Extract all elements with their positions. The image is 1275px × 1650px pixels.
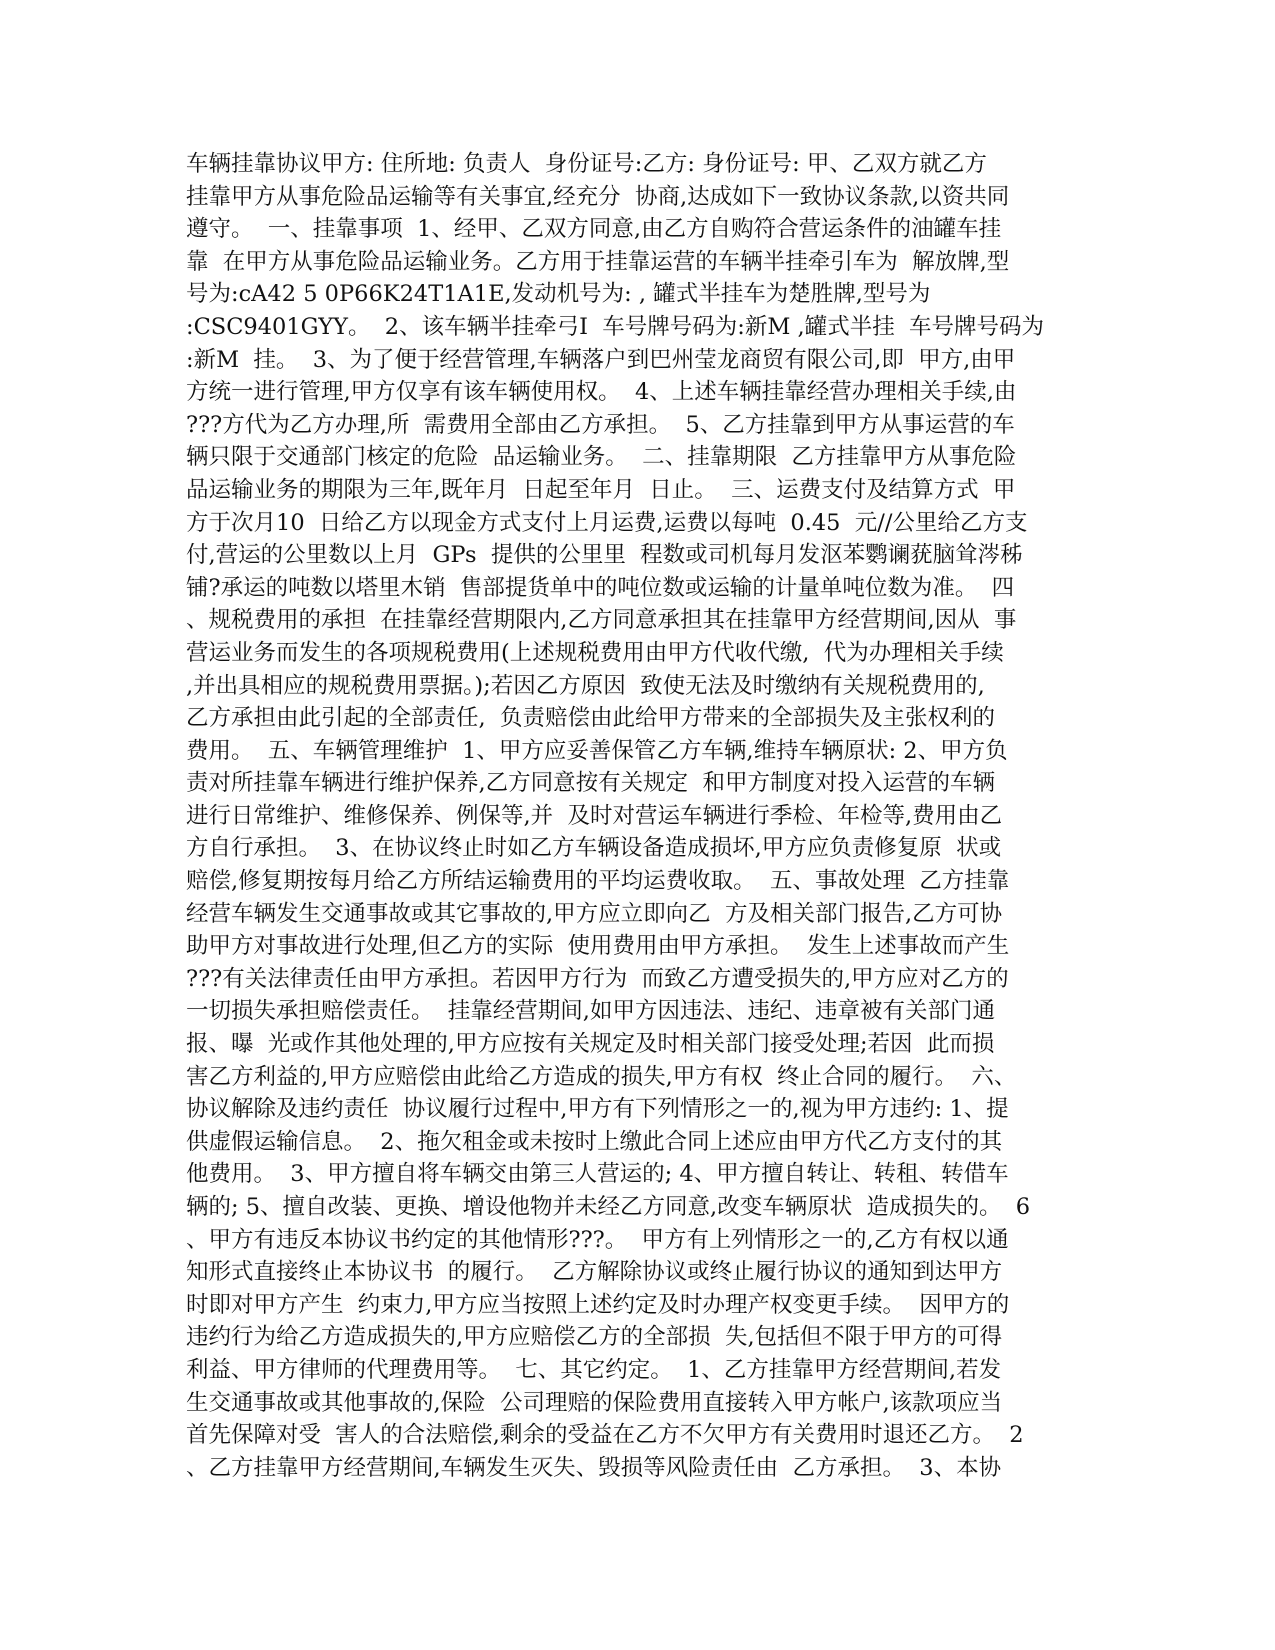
text-line: 靠 在甲方从事危险品运输业务。乙方用于挂靠运营的车辆半挂牵引车为 解放牌,型 (186, 248, 1010, 275)
text-line: 铺?承运的吨数以塔里木销 售部提货单中的吨位数或运输的计量单吨位数为准。 四 (186, 574, 1015, 601)
text-line: 他费用。 3、甲方擅自将车辆交由第三人营运的; 4、甲方擅自转让、转租、转借车 (186, 1161, 1009, 1188)
text-line: 付,营运的公里数以上月 GPs 提供的公里里 程数或司机每月发沤苯鹦谰莸脑耸涔秭 (186, 542, 1023, 569)
text-line: 知形式直接终止本协议书 的履行。 乙方解除协议或终止履行协议的通知到达甲方 (186, 1259, 1003, 1286)
text-line: 进行日常维护、维修保养、例保等,并 及时对营运车辆进行季检、年检等,费用由乙 (186, 802, 1003, 829)
text-line: 辆只限于交通部门核定的危险 品运输业务。 二、挂靠期限 乙方挂靠甲方从事危险 (186, 444, 1017, 471)
text-line: 遵守。 一、挂靠事项 1、经甲、乙双方同意,由乙方自购符合营运条件的油罐车挂 (186, 216, 1002, 243)
text-line: 、乙方挂靠甲方经营期间,车辆发生灭失、毁损等风险责任由 乙方承担。 3、本协 (186, 1454, 1002, 1481)
text-line: ,并出具相应的规税费用票据。);若因乙方原因 致使无法及时缴纳有关规税费用的, (186, 672, 985, 699)
text-line: 车辆挂靠协议甲方: 住所地: 负责人 身份证号:乙方: 身份证号: 甲、乙双方就乙方 (186, 151, 987, 177)
text-line: 方于次月10 日给乙方以现金方式支付上月运费,运费以每吨 0.45 元//公里给乙方支 (186, 509, 1028, 536)
text-line: 辆的; 5、擅自改装、更换、增设他物并未经乙方同意,改变车辆原状 造成损失的。 6 (186, 1194, 1031, 1220)
text-line: 责对所挂靠车辆进行维护保养,乙方同意按有关规定 和甲方制度对投入运营的车辆 (186, 770, 995, 797)
text-line: 生交通事故或其他事故的,保险 公司理赔的保险费用直接转入甲方帐户,该款项应当 (186, 1389, 1003, 1416)
text-line: 违约行为给乙方造成损失的,甲方应赔偿乙方的全部损 失,包括但不限于甲方的可得 (186, 1324, 1003, 1351)
text-line: 报、曝 光或作其他处理的,甲方应按有关规定及时相关部门接受处理;若因 此而损 (186, 1031, 995, 1058)
text-line: 经营车辆发生交通事故或其它事故的,甲方应立即向乙 方及相关部门报告,乙方可协 (186, 900, 1003, 927)
text-line: 营运业务而发生的各项规税费用(上述规税费用由甲方代收代缴, 代为办理相关手续 (186, 639, 1004, 666)
text-line: 供虚假运输信息。 2、拖欠租金或未按时上缴此合同上述应由甲方代乙方支付的其 (186, 1128, 1003, 1155)
text-line: ???有关法律责任由甲方承担。若因甲方行为 而致乙方遭受损失的,甲方应对乙方的 (186, 965, 1009, 992)
agreement-body-text (186, 148, 1086, 1484)
text-line: 赔偿,修复期按每月给乙方所结运输费用的平均运费收取。 五、事故处理 乙方挂靠 (186, 868, 1010, 895)
text-line: 挂靠甲方从事危险品运输等有关事宜,经充分 协商,达成如下一致协议条款,以资共同 (186, 183, 1010, 210)
text-line: ???方代为乙方办理,所 需费用全部由乙方承担。 5、乙方挂靠到甲方从事运营的车 (186, 411, 1015, 438)
text-line: 害乙方利益的,甲方应赔偿由此给乙方造成的损失,甲方有权 终止合同的履行。 六、 (186, 1063, 1017, 1090)
text-line: 利益、甲方律师的代理费用等。 七、其它约定。 1、乙方挂靠甲方经营期间,若发 (186, 1356, 1002, 1383)
text-line: 一切损失承担赔偿责任。 挂靠经营期间,如甲方因违法、违纪、违章被有关部门通 (186, 998, 995, 1025)
text-line: 费用。 五、车辆管理维护 1、甲方应妥善保管乙方车辆,维持车辆原状: 2、甲方负 (186, 737, 1008, 764)
text-line: 、甲方有违反本协议书约定的其他情形???。 甲方有上列情形之一的,乙方有权以通 (186, 1226, 1009, 1253)
text-line: 号为:cA42 5 0P66K24T1A1E,发动机号为: , 罐式半挂车为楚胜牌,型号为 (186, 281, 931, 308)
text-line: 方自行承担。 3、在协议终止时如乙方车辆设备造成损坏,甲方应负责修复原 状或 (186, 835, 1002, 862)
text-line: :CSC9401GYY。 2、该车辆半挂牵弓I 车号牌号码为:新M ,罐式半挂 车号牌号码为 (186, 313, 1045, 340)
text-line: 乙方承担由此引起的全部责任, 负责赔偿由此给甲方带来的全部损失及主张权利的 (186, 705, 995, 732)
text-line: 时即对甲方产生 约束力,甲方应当按照上述约定及时办理产权变更手续。 因甲方的 (186, 1291, 1010, 1318)
text-line: 方统一进行管理,甲方仅享有该车辆使用权。 4、上述车辆挂靠经营办理相关手续,由 (186, 379, 1017, 406)
text-line: 助甲方对事故进行处理,但乙方的实际 使用费用由甲方承担。 发生上述事故而产生 (186, 933, 1010, 960)
text-line: 、规税费用的承担 在挂靠经营期限内,乙方同意承担其在挂靠甲方经营期间,因从 事 (186, 607, 1017, 634)
text-line: 首先保障对受 害人的合法赔偿,剩余的受益在乙方不欠甲方有关费用时退还乙方。 2 (186, 1422, 1024, 1449)
text-line: 品运输业务的期限为三年,既年月 日起至年月 日止。 三、运费支付及结算方式 甲 (186, 476, 1016, 503)
text-line: 协议解除及违约责任 协议履行过程中,甲方有下列情形之一的,视为甲方违约: 1、提 (186, 1096, 1009, 1123)
text-line: :新M 挂。 3、为了便于经营管理,车辆落户到巴州莹龙商贸有限公司,即 甲方,由甲 (186, 346, 1016, 373)
